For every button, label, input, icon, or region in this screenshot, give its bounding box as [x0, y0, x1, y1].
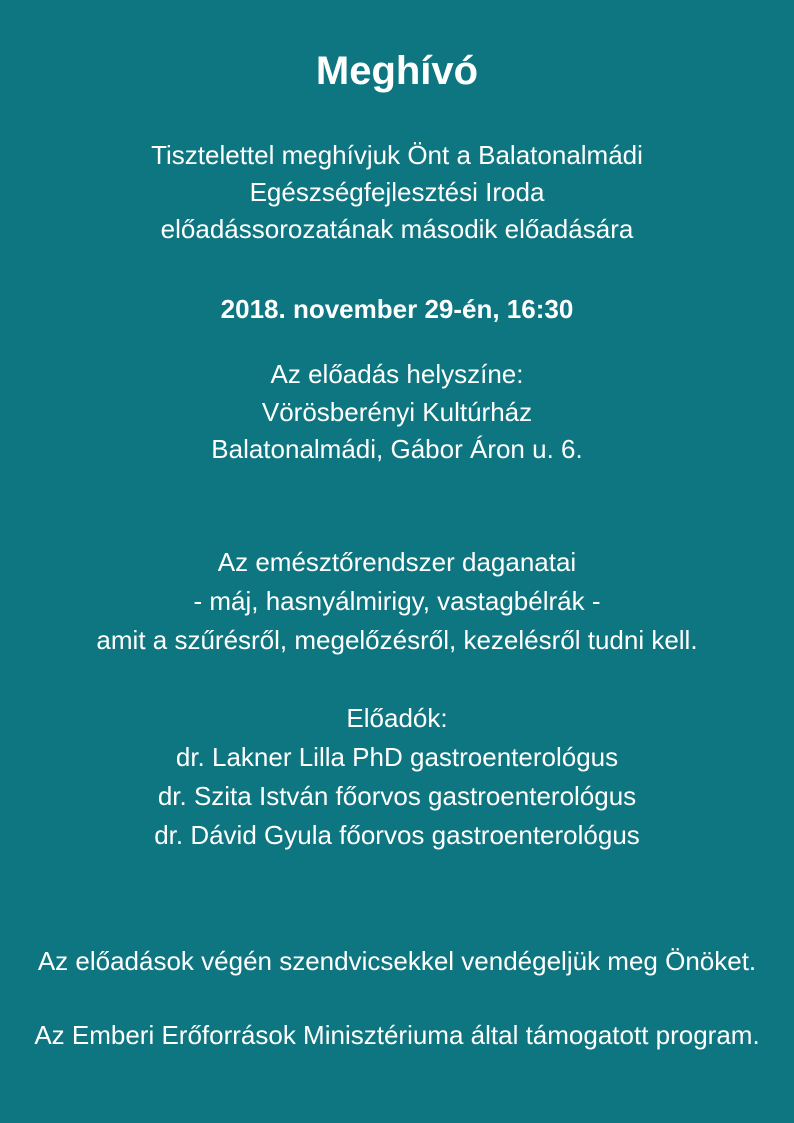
event-datetime: 2018. november 29-én, 16:30: [220, 294, 574, 324]
speakers-heading: Előadók:: [346, 703, 448, 733]
sponsor-note: Az Emberi Erőforrások Minisztériuma által támogatott program.: [34, 1020, 760, 1050]
intro-line-1: Tisztelettel meghívjuk Önt a Balatonalmádi: [151, 140, 643, 170]
intro-line-2: Egészségfejlesztési Iroda: [249, 177, 545, 207]
speaker-1: dr. Lakner Lilla PhD gastroenterológus: [175, 742, 619, 772]
venue-heading: Az előadás helyszíne:: [270, 359, 524, 389]
intro-line-3: előadássorozatának második előadására: [160, 214, 634, 244]
speaker-2: dr. Szita István főorvos gastroenterológus: [157, 781, 637, 811]
venue-name: Vörösberényi Kultúrház: [261, 397, 533, 427]
topic-description: amit a szűrésről, megelőzésről, kezelésről tudni kell.: [96, 625, 698, 655]
document-title: Meghívó: [315, 49, 479, 93]
speaker-3: dr. Dávid Gyula főorvos gastroenterológus: [154, 820, 640, 850]
venue-address: Balatonalmádi, Gábor Áron u. 6.: [211, 434, 583, 464]
catering-note: Az előadások végén szendvicsekkel vendégeljük meg Önöket.: [37, 946, 757, 976]
topic-subtitle: - máj, hasnyálmirigy, vastagbélrák -: [193, 586, 601, 616]
topic-title: Az emésztőrendszer daganatai: [217, 547, 577, 577]
